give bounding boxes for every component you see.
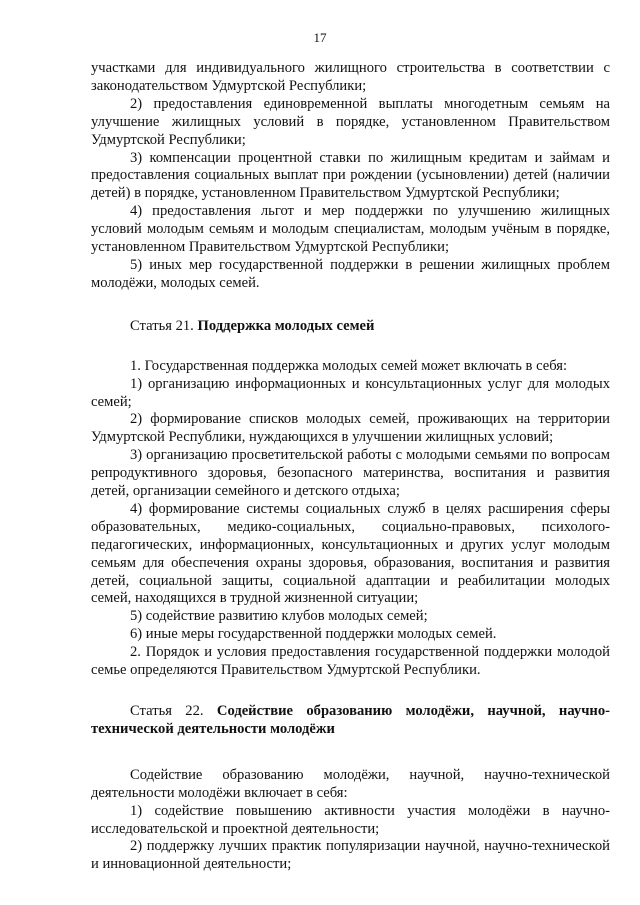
- list-item: 4) формирование системы социальных служб в целях расширения сферы образовательных, медико-социальных, социально-правовых, психолого-педагогических, информационных, консультационных и других услуг молодым семьям для обеспечения охраны здоровья, образования, воспитания и развития детей, социальной защиты, социальной адаптации и реабилитации молодых семей, находящихся в трудной жизненной ситуации;: [91, 500, 610, 607]
- paragraph: участками для индивидуального жилищного строительства в соответствии с законодательством Удмуртской Республики;: [91, 60, 610, 94]
- list-item: 5) иных мер государственной поддержки в решении жилищных проблем молодёжи, молодых семей.: [91, 256, 610, 291]
- article-21-heading: [91, 318, 610, 336]
- paragraph: 2. Порядок и условия предоставления государственной поддержки молодой семье определяются Правительством Удмуртской Республики.: [91, 644, 610, 679]
- list-item: 1) содействие повышению активности участия молодёжи в научно-исследовательской и проектной деятельности;: [91, 802, 610, 837]
- list-item: 2) предоставления единовременной выплаты многодетным семьям на улучшение жилищных условий в порядке, установленном Правительством Удмуртской Республики;: [91, 95, 610, 148]
- list-item: 6) иные меры государственной поддержки молодых семей.: [130, 626, 497, 643]
- article-22-title: Содействие образованию молодёжи, научной, научно-технической деятельности молодёжи: [91, 703, 610, 737]
- article-21-title: Поддержка молодых семей: [197, 317, 375, 334]
- document-body: [91, 60, 610, 874]
- article-22-heading: [91, 703, 610, 739]
- list-item: 2) поддержку лучших практик популяризации научной, научно-технической и инновационной деятельности;: [91, 838, 610, 873]
- article-21-prefix: Статья 21.: [130, 317, 194, 334]
- list-item: 4) предоставления льгот и мер поддержки по улучшению жилищных условий молодым семьям и молодым специалистам, молодым учёным в порядке, установленном Правительством Удмуртской Республики;: [91, 203, 610, 256]
- list-item: 2) формирование списков молодых семей, проживающих на территории Удмуртской Республики, нуждающихся в улучшении жилищных условий;: [91, 411, 610, 446]
- list-item: 5) содействие развитию клубов молодых семей;: [130, 608, 428, 625]
- list-item: 3) организацию просветительской работы с молодыми семьями по вопросам репродуктивного здоровья, безопасного материнства, воспитания и развития детей, организации семейного и детского отдыха;: [91, 447, 610, 500]
- list-item: 1) организацию информационных и консультационных услуг для молодых семей;: [91, 375, 610, 410]
- paragraph: 1. Государственная поддержка молодых семей может включать в себя:: [130, 357, 568, 374]
- article-22-prefix: Статья 22.: [130, 703, 204, 719]
- page-number: 17: [313, 30, 327, 45]
- paragraph: Содействие образованию молодёжи, научной, научно-технической деятельности молодёжи включает в себя:: [91, 766, 610, 801]
- list-item: 3) компенсации процентной ставки по жилищным кредитам и займам и предоставления социальных выплат при рождении (усыновлении) детей (наличии детей) в порядке, установленном Правительством Удмуртской Республики;: [91, 149, 610, 202]
